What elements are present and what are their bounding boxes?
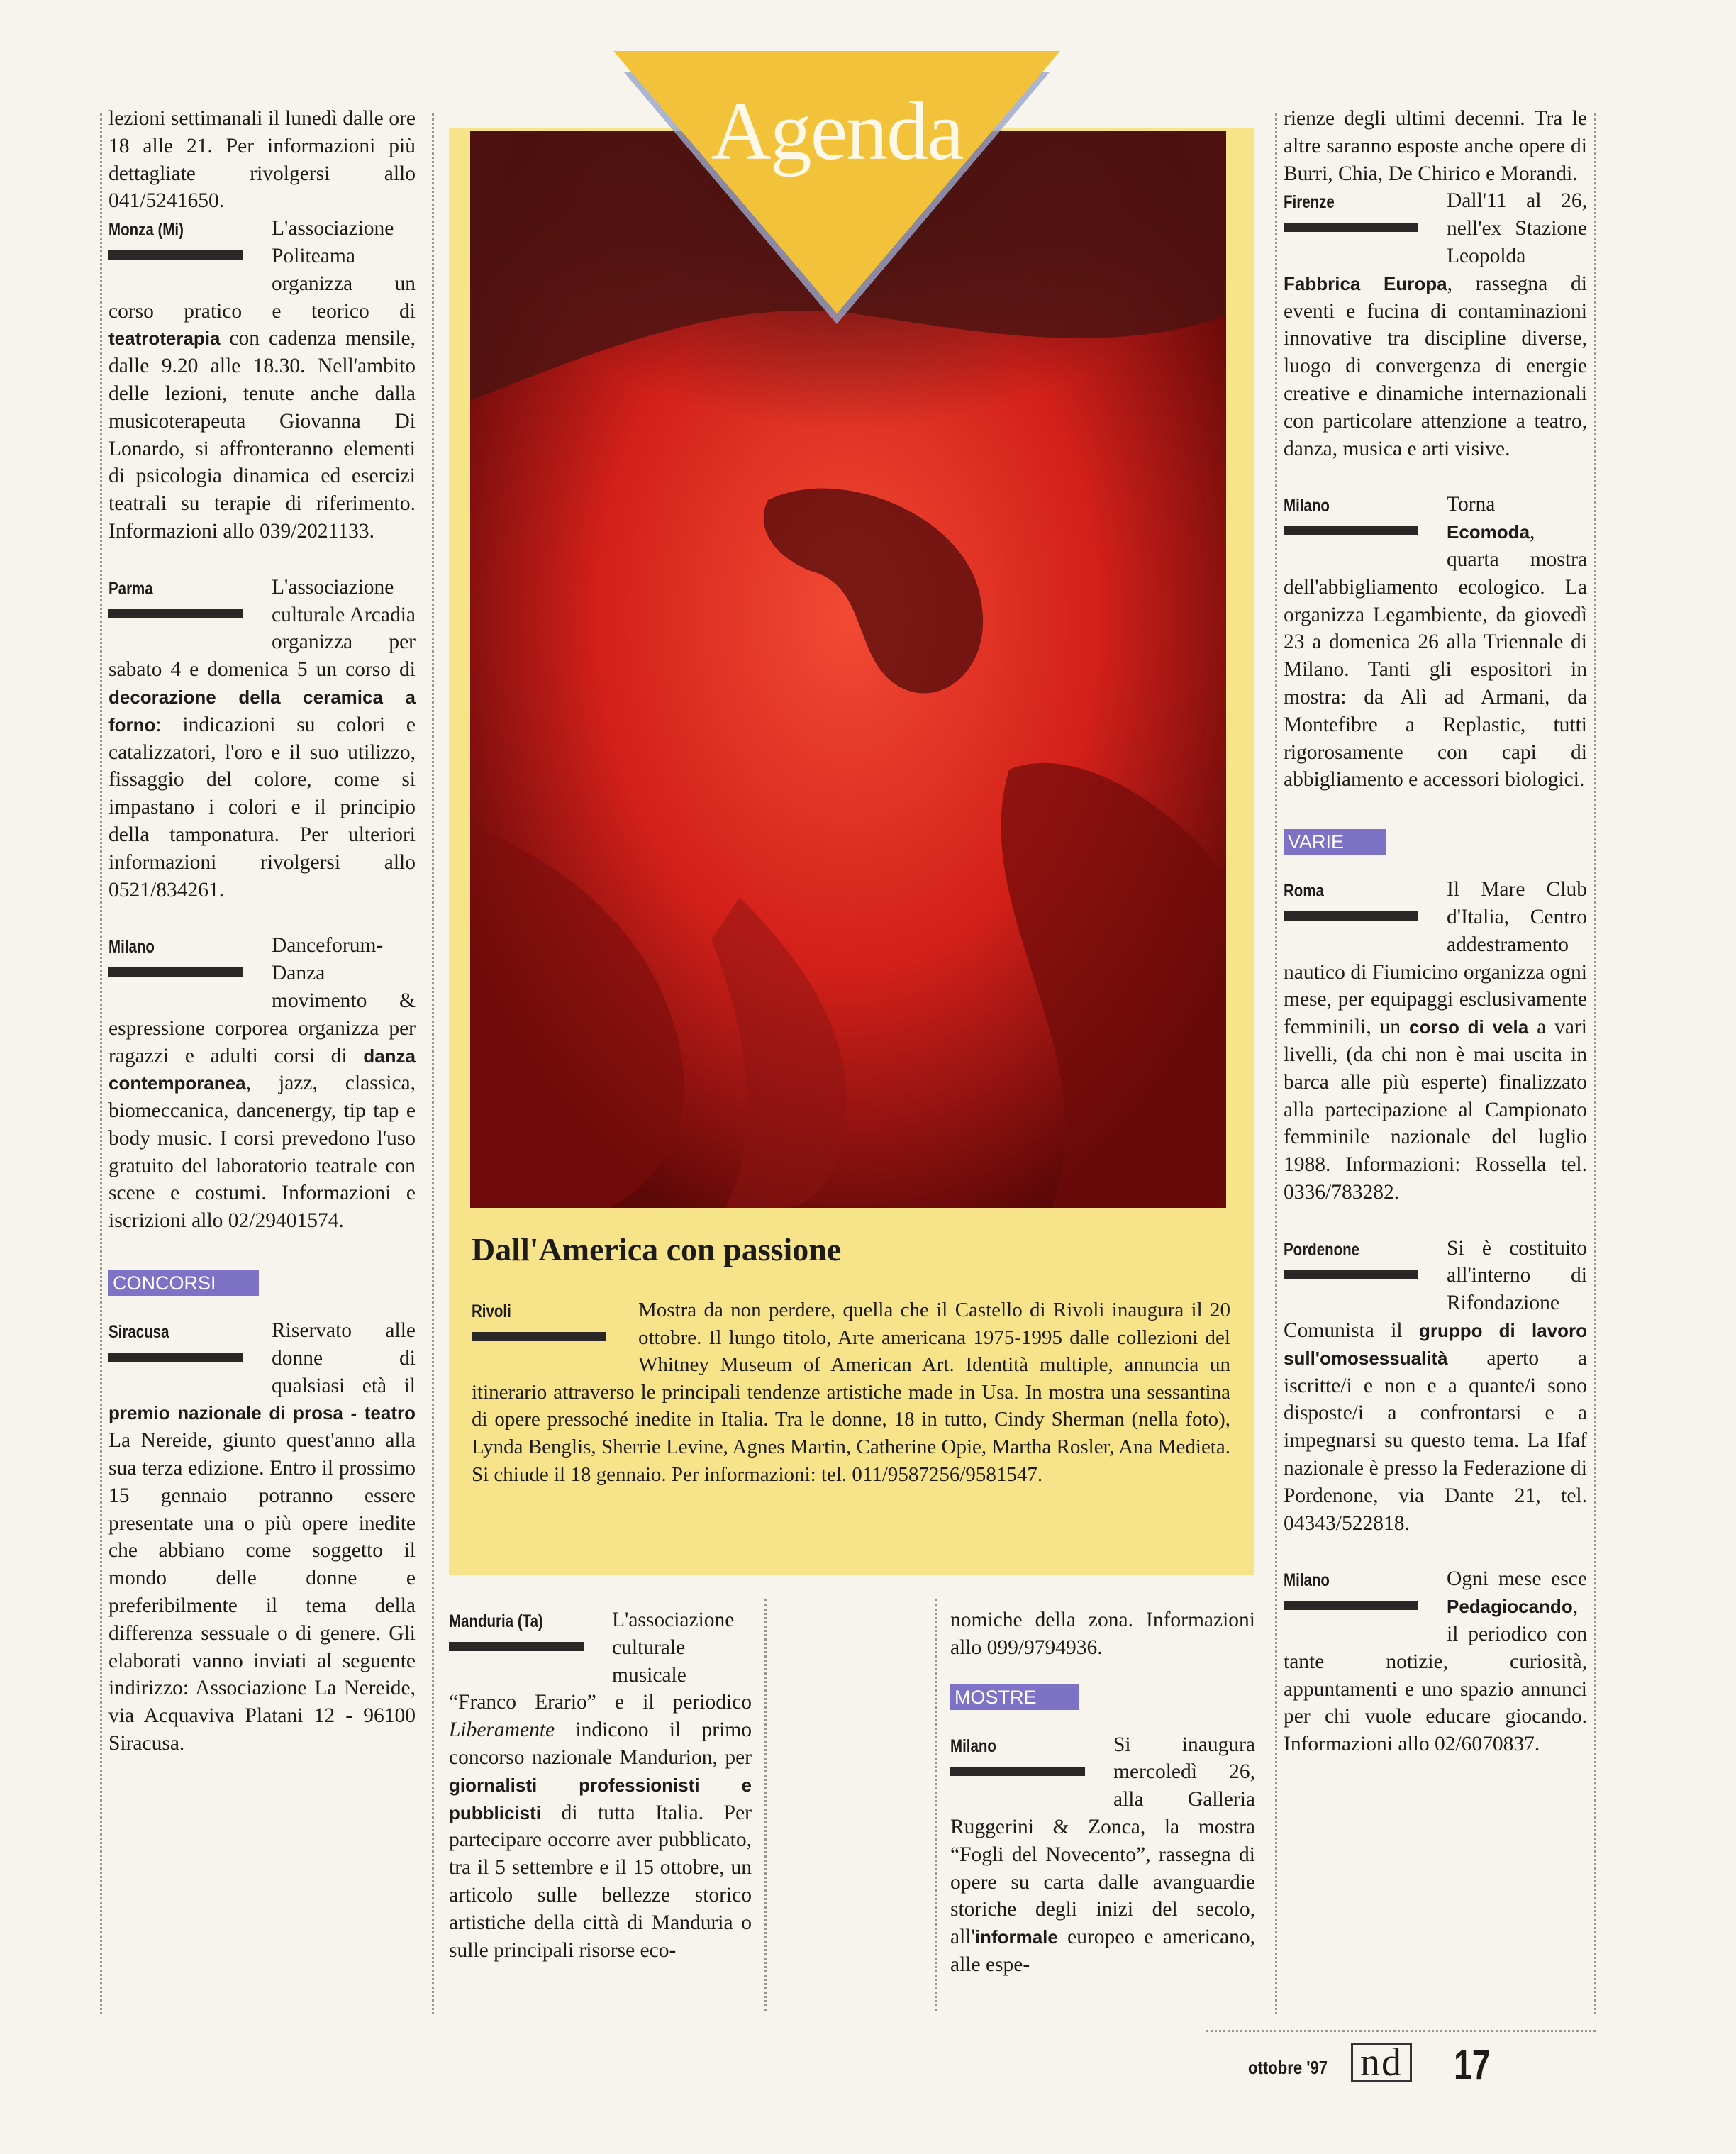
- entry-text: , il periodico con tante notizie, curiosità, appuntamenti e uno spazio annunci per chi vuole educare giocando. Informazioni allo 02/6070837.: [1284, 1595, 1587, 1756]
- entry-rule: [950, 1767, 1085, 1776]
- entry-keyword: Fabbrica Europa: [1284, 272, 1447, 294]
- entry-text: , rassegna di eventi e fucina di contaminazioni innovative tra discipline diverse, luogo di convergenza di energie creative e dinamiche internazionali con particolare attenzione a teatro, danza, musica e arti visive.: [1284, 272, 1588, 460]
- entry-city: Manduria (Ta): [449, 1611, 543, 1631]
- entry-text: aperto a iscritte/i e non e a quante/i sono disposte/i a confrontarsi e a impegnarsi su questo tema. La Ifaf nazionale è presso la Federazione di Pordenone, via Dante 21, tel. 04343/522818.: [1284, 1346, 1587, 1535]
- entry-text: Dall'11 al 26, nell'ex Stazione Leopolda: [1447, 189, 1587, 267]
- entry-keyword: Ecomoda: [1447, 521, 1530, 543]
- agenda-masthead: [599, 51, 1074, 331]
- entry-keyword: giornalisti professionisti e pubblicisti: [449, 1774, 752, 1823]
- feature-title: Dall'America con passione: [472, 1231, 842, 1267]
- entry-city: Milano: [1284, 496, 1330, 516]
- footer-rule: [1206, 2030, 1596, 2032]
- entry-rule: [472, 1332, 606, 1341]
- entry-roma: [1284, 876, 1587, 1206]
- entry-text: con cadenza mensile, dalle 9.20 alle 18.30. Nell'ambito delle lezioni, tenute anche dalla musicoterapeuta Giovanna Di Lonardo, si affronteranno elementi di psicologia dinamica ed esercizi teatrali su terapie di riferimento. Informazioni allo 039/2021133.: [108, 327, 416, 543]
- entry-rule: [1284, 1270, 1418, 1279]
- entry-text: , jazz, classica, biomeccanica, dancenergy, tip tap e body music. I corsi prevedono l'uso gratuito del laboratorio teatrale con scene e costumi. Informazioni e iscrizioni allo 02/29401574.: [108, 1072, 416, 1233]
- entry-city: Roma: [1284, 881, 1324, 901]
- entry-city: Milano: [108, 937, 155, 957]
- page-number: 17: [1454, 2042, 1491, 2088]
- entry-keyword: gruppo di lavoro sull'omosessualità: [1284, 1320, 1587, 1369]
- section-label-varie: VARIE: [1284, 829, 1386, 855]
- entry-text: L'associazione Politeama organizza un corso pratico e teorico di: [108, 217, 416, 323]
- entry-rule: [1284, 1601, 1418, 1610]
- entry-keyword: Pedagiocando: [1447, 1596, 1573, 1618]
- entry-parma: [108, 574, 416, 904]
- column-divider: [100, 113, 102, 2014]
- entry-city: Rivoli: [472, 1301, 511, 1321]
- entry-text: Si inaugura mercoledì 26, alla Galleria Ruggerini & Zonca, la mostra “Fogli del Novecento”, rassegna di opere su carta dalle avanguardie storiche degli inizi del secolo, all': [950, 1733, 1255, 1949]
- column-divider: [764, 1599, 767, 2011]
- entry-rule: [108, 1353, 243, 1362]
- issue-date: ottobre '97: [1248, 2057, 1328, 2078]
- feature-body: [472, 1297, 1230, 1488]
- entry-rule: [108, 250, 243, 260]
- entry-keyword: premio nazionale di prosa - teatro: [108, 1402, 416, 1424]
- paragraph-intro: lezioni settimanali il lunedì dalle ore 18 alle 21. Per informazioni più dettagliate rivolgersi allo 041/5241650.: [108, 107, 416, 213]
- section-label-mostre: MOSTRE: [950, 1684, 1079, 1710]
- section-label-concorsi: CONCORSI: [108, 1270, 259, 1296]
- column-3: [950, 1606, 1255, 2007]
- entry-monza: [108, 215, 416, 545]
- entry-manduria: [449, 1606, 752, 1964]
- entry-text: Si è costituito all'interno di Rifondazione Comunista il: [1284, 1236, 1587, 1343]
- entry-milano-mostra: [950, 1731, 1255, 1979]
- entry-text: La Nereide, giunto quest'anno alla sua terza edizione. Entro il prossimo 15 gennaio potranno essere presentate una o più opere inedite che abbiano come soggetto il mondo delle donne e preferibilmente il tema della differenza sessuale o di genere. Gli elaborati vanno inviati al seguente indirizzo: Associazione La Nereide, via Acquaviva Platani 12 - 96100 Siracusa.: [108, 1429, 416, 1755]
- column-2: [449, 1606, 752, 1992]
- entry-city: Siracusa: [108, 1322, 169, 1343]
- entry-keyword: teatroterapia: [108, 328, 221, 350]
- section-title: Agenda: [711, 84, 963, 177]
- entry-city: Milano: [950, 1736, 996, 1756]
- entry-firenze: [1284, 187, 1587, 462]
- column-4: [1284, 105, 1587, 1787]
- column-divider: [935, 1599, 937, 2011]
- entry-keyword: corso di vela: [1409, 1016, 1529, 1038]
- entry-milano-ecomoda: [1284, 491, 1587, 794]
- entry-text: , quarta mostra dell'abbigliamento ecologico. La organizza Legambiente, da giovedì 23 a domenica 26 alla Triennale di Milano. Tanti gli espositori in mostra: da Alì ad Armani, da Montefibre a Replastic, tutti rigorosamente con capi di abbigliamento e accessori biologici.: [1284, 521, 1587, 792]
- entry-rule: [108, 967, 243, 977]
- column-divider: [432, 113, 434, 2014]
- entry-city: Monza (Mi): [108, 220, 184, 240]
- entry-text: L'associazione culturale Arcadia organizza per sabato 4 e domenica 5 un corso di: [108, 575, 416, 682]
- entry-siracusa: [108, 1317, 416, 1758]
- entry-text: di tutta Italia. Per partecipare occorre aver pubblicato, tra il 5 settembre e il 15 ottobre, un articolo sulle bellezze storico artistiche della città di Manduria o sulle principali risorse eco-: [449, 1801, 752, 1962]
- entry-text: a vari livelli, (da chi non è mai uscita in barca alle più esperte) finalizzato alla partecipazione al Campionato femminile nazionale del luglio 1988. Informazioni: Rossella tel. 0336/783282.: [1284, 1016, 1587, 1204]
- magazine-logo: nd: [1351, 2043, 1412, 2082]
- entry-city: Milano: [1284, 1570, 1330, 1591]
- entry-text: Ogni mese esce: [1447, 1567, 1587, 1591]
- entry-rule: [1284, 911, 1418, 921]
- entry-keyword: decorazione della ceramica a forno: [108, 686, 416, 735]
- entry-text: Riservato alle donne di qualsiasi età il: [272, 1319, 416, 1397]
- entry-city: Pordenone: [1284, 1239, 1360, 1260]
- entry-milano-dance: [108, 932, 416, 1235]
- entry-text: indicono il primo concorso nazionale Mandurion, per: [449, 1719, 752, 1769]
- entry-keyword: danza contemporanea: [108, 1045, 416, 1094]
- entry-text: Danceforum-Danza movimento & espressione corporea organizza per ragazzi e adulti corsi di: [108, 934, 416, 1067]
- entry-rule: [1284, 223, 1418, 232]
- entry-city: Parma: [108, 578, 153, 599]
- entry-text: europeo e americano, alle espe-: [950, 1926, 1255, 1976]
- entry-text: Il Mare Club d'Italia, Centro addestramento nautico di Fiumicino organizza ogni mese, per equipaggi esclusivamente femminili, un: [1284, 878, 1587, 1039]
- entry-milano-pedagiocando: [1284, 1565, 1587, 1758]
- entry-text: : indicazioni su colori e catalizzatori, l'oro e il suo utilizzo, fissaggio del colore, come si impastano i colori e il principio della tamponatura. Per ulteriori informazioni rivolgersi allo 0521/834261.: [108, 713, 416, 901]
- column-divider: [1275, 113, 1277, 2014]
- entry-text: Torna: [1447, 493, 1496, 516]
- entry-rule: [1284, 526, 1418, 535]
- entry-keyword: informale: [974, 1926, 1058, 1948]
- entry-pordenone: [1284, 1235, 1587, 1538]
- entry-rule: [449, 1642, 584, 1651]
- entry-emphasis: Liberamente: [449, 1719, 555, 1742]
- paragraph-intro: nomiche della zona. Informazioni allo 099/9794936.: [950, 1609, 1255, 1659]
- column-divider: [1594, 113, 1596, 2014]
- column-1: [108, 105, 416, 1786]
- feature-text: Mostra da non perdere, quella che il Castello di Rivoli inaugura il 20 ottobre. Il lungo titolo, Arte americana 1975-1995 dalle collezioni del Whitney Museum of American Art. Identità multiple, annuncia un itinerario attraverso le principali tendenze artistiche made in Usa. In mostra una sessantina di opere pressoché inedite in Italia. Tra le donne, 18 in tutto, Cindy Sherman (nella foto), Lynda Benglis, Sherrie Levine, Agnes Martin, Catherine Opie, Martha Rosler, Ana Medieta. Si chiude il 18 gennaio. Per informazioni: tel. 011/9587256/9581547.: [472, 1299, 1230, 1486]
- entry-text: L'associazione culturale musicale “Franco Erario” e il periodico: [449, 1609, 752, 1714]
- paragraph-intro: rienze degli ultimi decenni. Tra le altre saranno esposte anche opere di Burri, Chia, De Chirico e Morandi.: [1284, 107, 1587, 185]
- entry-rule: [108, 609, 243, 618]
- entry-city: Firenze: [1284, 192, 1335, 213]
